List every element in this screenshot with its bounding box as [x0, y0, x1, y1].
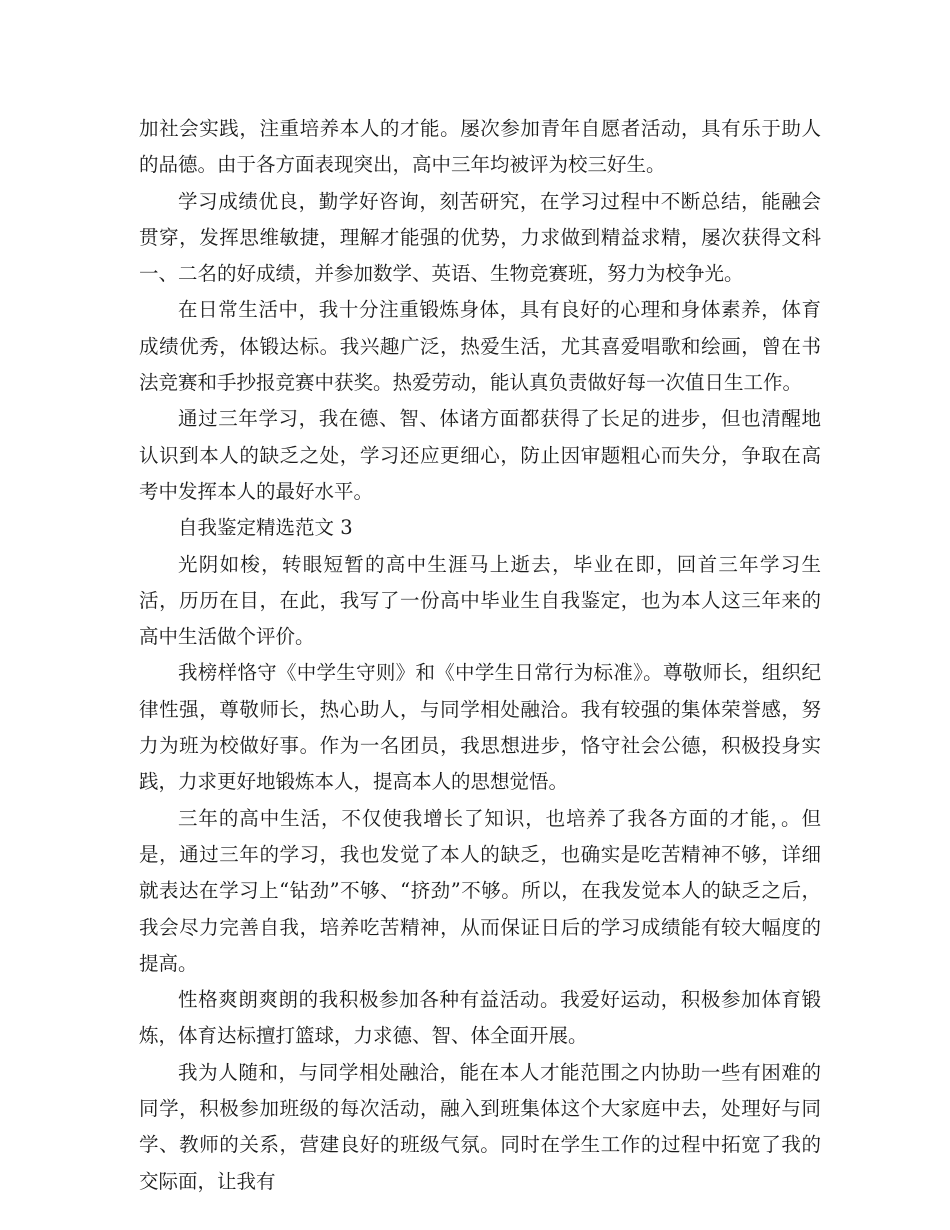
paragraph-shortcomings: 三年的高中生活，不仅使我增长了知识，也培养了我各方面的才能，。但是，通过三年的学习，我也发觉了本人的缺乏，也确实是吃苦精神不够，详细就表达在学习上“钻劲”不够、“挤劲”不够。所以，在我发觉本人的缺乏之后，我会尽力完善自我，培养吃苦精神，从而保证日后的学习成绩能有较大幅度的提高。 [139, 806, 821, 975]
paragraph-activities: 性格爽朗爽朗的我积极参加各种有益活动。我爱好运动，积极参加体育锻炼，体育达标擅打篮球，力求德、智、体全面开展。 [139, 988, 821, 1048]
paragraph-continuation: 加社会实践，注重培养本人的才能。屡次参加青年自愿者活动，具有乐于助人的品德。由于各方面表现突出，高中三年均被评为校三好生。 [139, 117, 821, 177]
paragraph-daily-life: 在日常生活中，我十分注重锻炼身体，具有良好的心理和身体素养，体育成绩优秀，体锻达标。我兴趣广泛，热爱生活，尤其喜爱唱歌和绘画，曾在书法竞赛和手抄报竞赛中获奖。热爱劳动，能认真负责做好每一次值日生工作。 [139, 298, 821, 395]
paragraph-relationships: 我为人随和，与同学相处融洽，能在本人才能范围之内协助一些有困难的同学，积极参加班级的每次活动，融入到班集体这个大家庭中去，处理好与同学、教师的关系，营建良好的班级气氛。同时在学生工作的过程中拓宽了我的交际面，让我有 [139, 1060, 821, 1193]
paragraph-conduct: 我榜样恪守《中学生守则》和《中学生日常行为标准》。尊敬师长，组织纪律性强，尊敬师长，热心助人，与同学相处融洽。我有较强的集体荣誉感，努力为班为校做好事。作为一名团员，我思想进步，恪守社会公德，积极投身实践，力求更好地锻炼本人，提高本人的思想觉悟。 [139, 661, 821, 794]
document-body [139, 111, 821, 1200]
section-heading: 自我鉴定精选范文 3 [178, 516, 353, 540]
paragraph-progress-summary: 通过三年学习，我在德、智、体诸方面都获得了长足的进步，但也清醒地认识到本人的缺乏之处，学习还应更细心，防止因审题粗心而失分，争取在高考中发挥本人的最好水平。 [139, 407, 821, 503]
paragraph-intro: 光阴如梭，转眼短暂的高中生涯马上逝去，毕业在即，回首三年学习生活，历历在目，在此，我写了一份高中毕业生自我鉴定，也为本人这三年来的高中生活做个评价。 [139, 552, 821, 649]
paragraph-study-performance: 学习成绩优良，勤学好咨询，刻苦研究，在学习过程中不断总结，能融会贯穿，发挥思维敏捷，理解才能强的优势，力求做到精益求精，屡次获得文科一、二名的好成绩，并参加数学、英语、生物竞赛班，努力为校争光。 [139, 189, 821, 286]
